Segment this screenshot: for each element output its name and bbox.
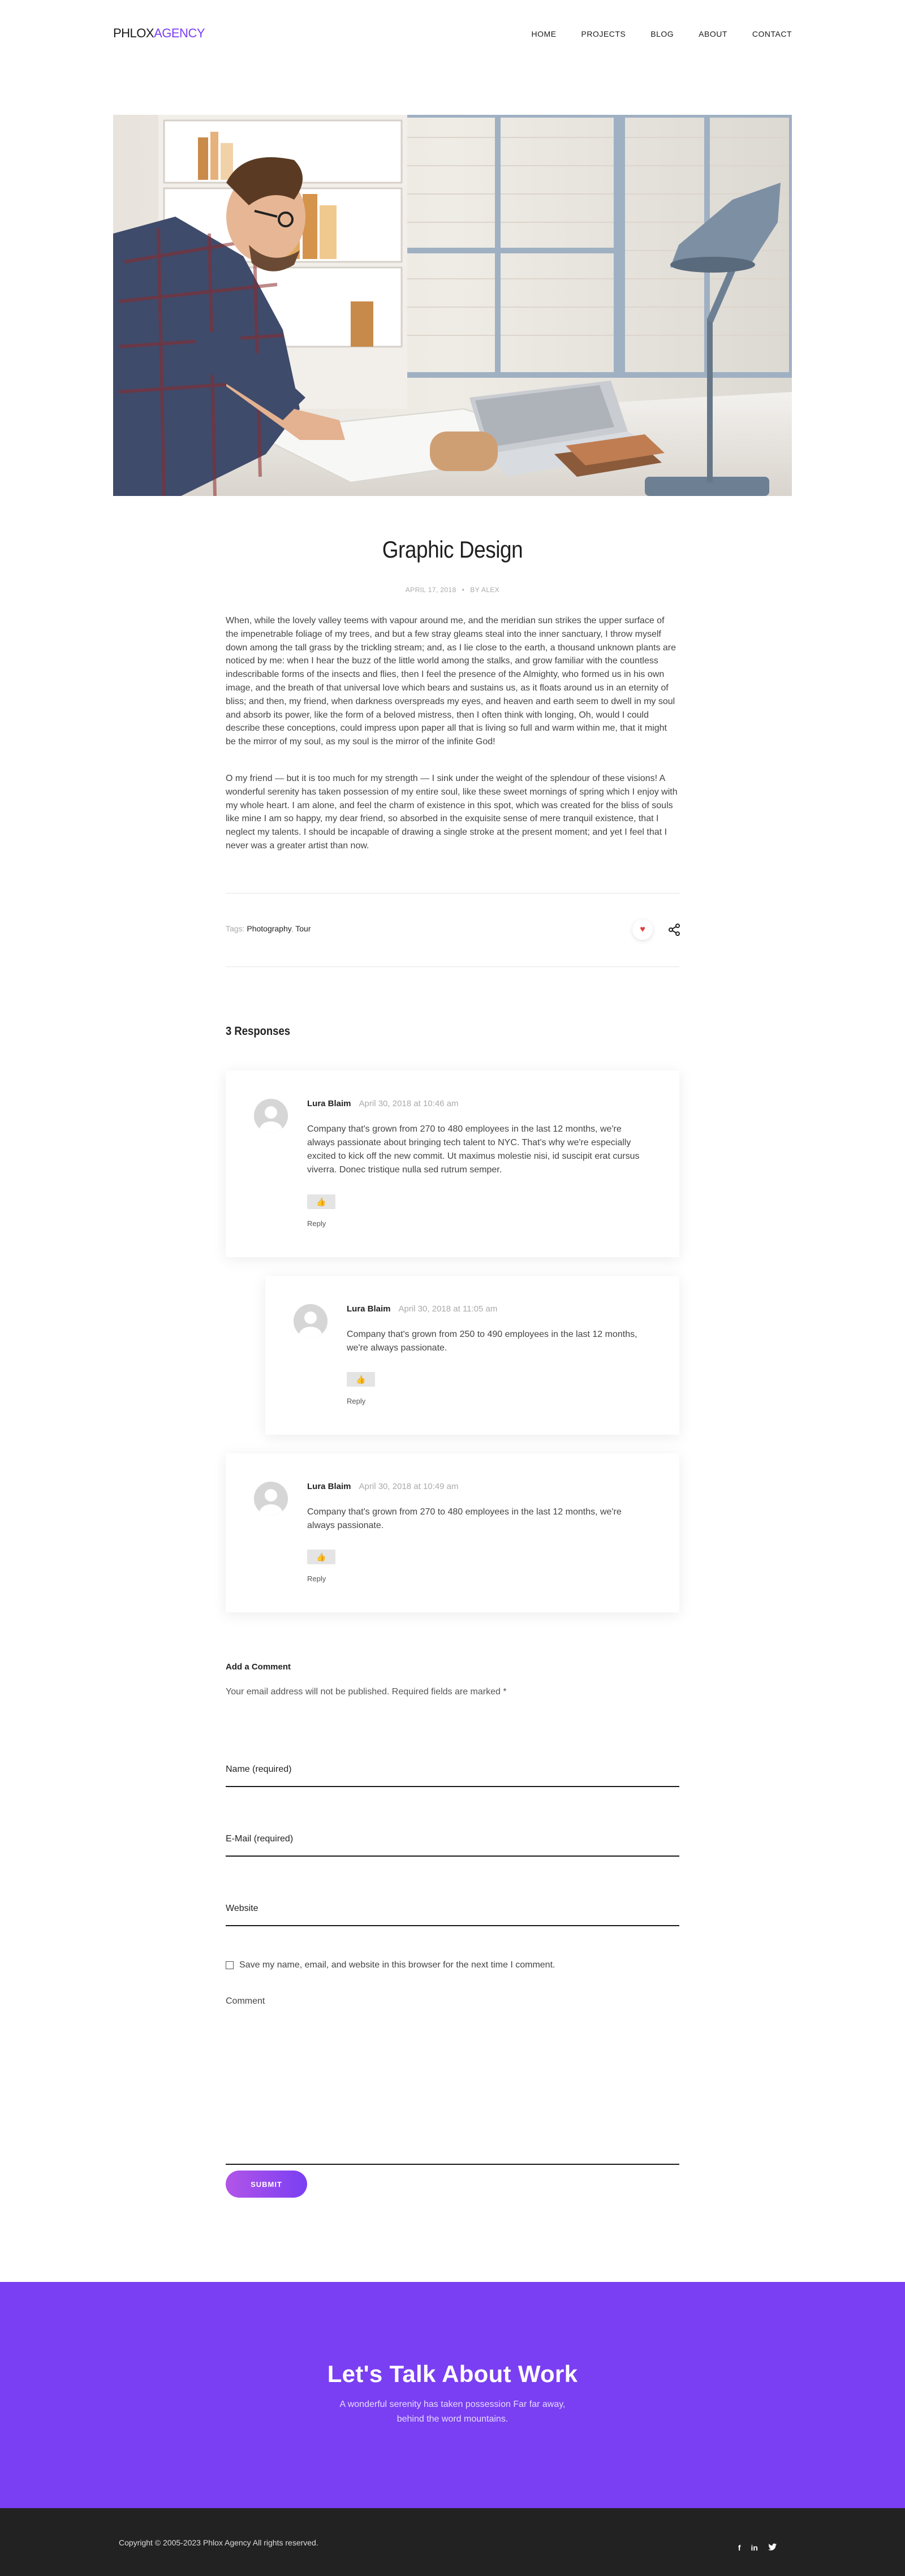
comment-author-row — [347, 1304, 497, 1314]
thumbs-up-icon: 👍 — [316, 1552, 326, 1561]
form-note: Your email address will not be published. Required fields are marked * — [226, 1687, 507, 1697]
thumbs-up-icon: 👍 — [316, 1197, 326, 1206]
nav-home[interactable]: HOME — [531, 29, 557, 38]
comment-author-row — [307, 1099, 458, 1108]
tag-photography[interactable]: Photography — [247, 924, 291, 933]
post-meta — [0, 586, 905, 594]
name-field[interactable] — [226, 1764, 679, 1786]
thumbs-up-icon: 👍 — [356, 1374, 366, 1384]
linkedin-icon[interactable]: in — [751, 2543, 758, 2552]
tags-label: Tags: — [226, 924, 245, 933]
post-author[interactable]: BY ALEX — [470, 586, 500, 594]
reply-link[interactable]: Reply — [307, 1219, 326, 1228]
post-tags: Tags: Photography, Tour — [226, 924, 311, 933]
heart-icon: ♥ — [640, 925, 645, 934]
email-field-wrapper — [226, 1834, 679, 1857]
avatar — [254, 1099, 288, 1133]
nav-about[interactable]: ABOUT — [699, 29, 727, 38]
vote-button[interactable] — [307, 1550, 335, 1564]
comment-author: Lura Blaim — [307, 1099, 351, 1108]
comment-author: Lura Blaim — [307, 1482, 351, 1491]
comment-text: Company that's grown from 250 to 490 employees in the last 12 months, we're always passionate. — [347, 1330, 637, 1353]
user-avatar-icon — [254, 1482, 288, 1516]
post-date[interactable]: APRIL 17, 2018 — [405, 586, 456, 594]
cta-section — [0, 2282, 905, 2508]
website-field-wrapper — [226, 1904, 679, 1926]
submit-button[interactable]: SUBMIT — [226, 2171, 307, 2198]
comment-card — [226, 1453, 679, 1612]
site-header — [0, 0, 905, 68]
website-field[interactable] — [226, 1904, 679, 1925]
logo-accent: AGENCY — [154, 26, 205, 40]
main-nav — [532, 29, 792, 38]
avatar — [294, 1304, 327, 1338]
nav-contact[interactable]: CONTACT — [752, 29, 792, 38]
hero-illustration — [113, 115, 792, 496]
divider — [226, 893, 679, 894]
logo-main: PHLOX — [113, 26, 154, 40]
comment-date[interactable]: April 30, 2018 at 10:49 am — [359, 1482, 459, 1491]
hero-image — [113, 115, 792, 496]
like-button[interactable] — [632, 920, 653, 940]
form-title: Add a Comment — [226, 1662, 291, 1672]
comment-author-row — [307, 1482, 458, 1491]
comment-card — [265, 1276, 679, 1435]
comment-date[interactable]: April 30, 2018 at 11:05 am — [398, 1304, 498, 1314]
cta-title: Let's Talk About Work — [327, 2361, 578, 2387]
name-field-wrapper — [226, 1764, 679, 1787]
comment-textarea[interactable] — [226, 2015, 679, 2165]
post-paragraph-1: When, while the lovely valley teems with vapour around me, and the meridian sun strikes the upper surface of the impenetrable foliage of my trees, and but a few stray gleams steal into the inner sanctuary, I throw myself down among the tall grass by the trickling stream; and, as I lie close to the earth, a thousand unknown plants are noticed by me: when I hear the buzz of the little world among the stalks, and grow familiar with the countless indescribable forms of the insects and flies, then I feel the presence of the Almighty, who formed us in his own image, and the breath of that universal love which bears and sustains us, as it floats around us in an eternity of bliss; and then, my friend, when darkness overspreads my eyes, and heaven and earth seem to dwell in my soul and absorb its power, like the form of a beloved mistress, then I often think with longing, Oh, would I could describe these conceptions, could impress upon paper all that is living so full and warm within me, that it might be the mirror of my soul, as my soul is the mirror of the infinite God! — [226, 616, 676, 747]
user-avatar-icon — [294, 1304, 327, 1338]
save-info-checkbox[interactable] — [226, 1961, 234, 1969]
comment-text: Company that's grown from 270 to 480 employees in the last 12 months, we're always passionate. — [307, 1507, 622, 1530]
divider — [226, 966, 679, 967]
avatar — [254, 1482, 288, 1516]
reply-link[interactable]: Reply — [307, 1574, 326, 1583]
site-footer — [0, 2508, 905, 2576]
facebook-icon[interactable]: f — [738, 2543, 741, 2552]
comment-card — [226, 1071, 679, 1257]
comment-text: Company that's grown from 270 to 480 employees in the last 12 months, we're always passionate about bringing tech talent to NYC. That's why we're especially excited to kick off the new commit. Ut maximus molestie nisi, id suscipit erat cursus viverra. Donec tristique nulla sed rutrum semper. — [307, 1124, 640, 1175]
comment-author: Lura Blaim — [347, 1304, 391, 1314]
share-icon — [667, 923, 681, 937]
site-logo[interactable] — [113, 26, 205, 41]
user-avatar-icon — [254, 1099, 288, 1133]
comment-date[interactable]: April 30, 2018 at 10:46 am — [359, 1099, 459, 1108]
responses-title: 3 Responses — [226, 1025, 291, 1038]
post-title: Graphic Design — [382, 536, 523, 563]
save-info-label: Save my name, email, and website in this browser for the next time I comment. — [239, 1960, 555, 1970]
vote-button[interactable] — [307, 1194, 335, 1209]
copyright: Copyright © 2005-2023 Phlox Agency All rights reserved. — [119, 2538, 318, 2547]
post-paragraph-2: O my friend — but it is too much for my strength — I sink under the weight of the splendour of these visions! A wonderful serenity has taken possession of my entire soul, like these sweet mornings of spring which I enjoy with my whole heart. I am alone, and feel the charm of existence in this spot, which was created for the bliss of souls like mine I am so happy, my dear friend, so absorbed in the exquisite sense of mere tranquil existence, that I neglect my talents. I should be incapable of drawing a single stroke at the present moment; and yet I feel that I never was a greater artist than now. — [226, 774, 678, 851]
save-info-row — [226, 1960, 555, 1970]
reply-link[interactable]: Reply — [347, 1397, 366, 1405]
email-field[interactable] — [226, 1834, 679, 1856]
cta-subtitle: A wonderful serenity has taken possession Far far away, behind the word mountains. — [339, 2400, 566, 2424]
meta-separator: • — [462, 586, 465, 594]
twitter-icon[interactable] — [768, 2543, 777, 2551]
comment-label: Comment — [226, 1996, 265, 2006]
nav-projects[interactable]: PROJECTS — [581, 29, 626, 38]
nav-blog[interactable]: BLOG — [650, 29, 674, 38]
vote-button[interactable] — [347, 1372, 375, 1387]
tag-tour[interactable]: Tour — [295, 924, 311, 933]
social-links — [738, 2543, 777, 2552]
share-button[interactable] — [667, 923, 681, 937]
